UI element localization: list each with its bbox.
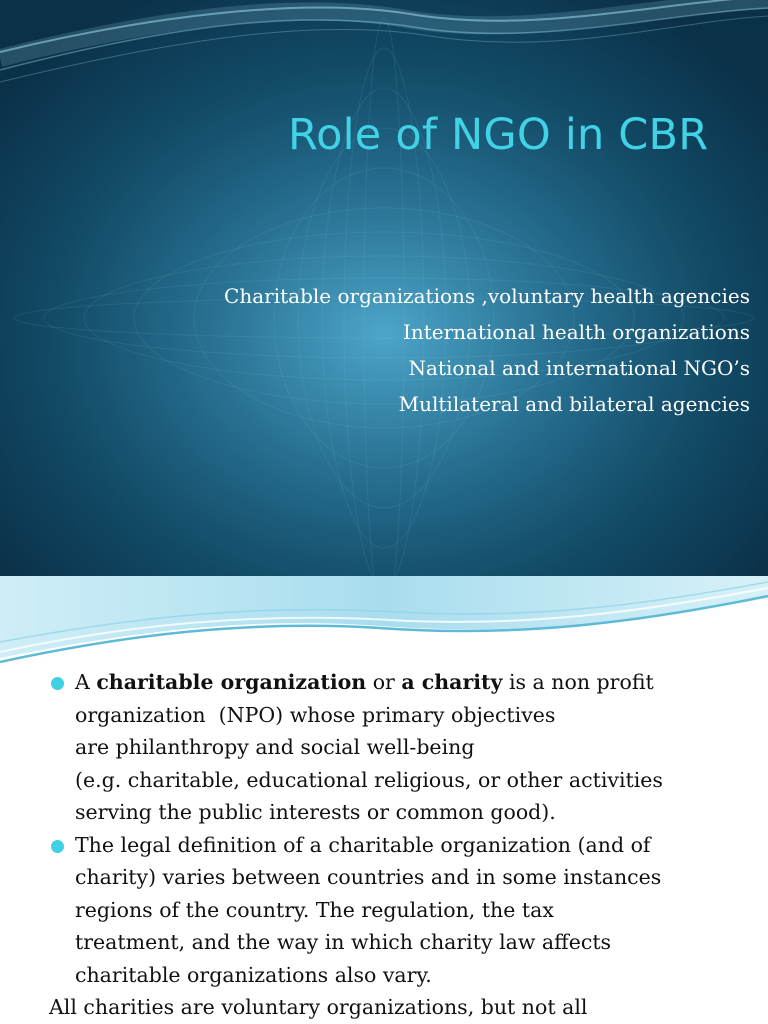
subtitle-line: International health organizations <box>402 320 750 344</box>
text-run: is a non profit <box>502 670 654 694</box>
header-wave-decoration <box>0 576 768 666</box>
slide-title: Role of NGO in CBR <box>288 110 709 160</box>
bullet-dot-icon <box>51 677 64 690</box>
list-item <box>50 666 750 829</box>
bullet-line <box>75 666 750 699</box>
term-a-charity: a charity <box>401 670 503 694</box>
text-run: A <box>75 670 97 694</box>
bullet-dot-icon <box>51 840 64 853</box>
bullet-line: are philanthropy and social well-being <box>75 735 475 759</box>
subtitle-block <box>130 278 750 422</box>
term-charitable-organization: charitable organization <box>96 670 367 694</box>
text-run: or <box>366 670 402 694</box>
bullet-line: organization (NPO) whose primary objectives <box>75 702 556 727</box>
subtitle-line: Charitable organizations ,voluntary health agencies <box>224 284 750 308</box>
bullet-line: The legal definition of a charitable organization (and of <box>75 832 651 857</box>
bullet-line: charitable organizations also vary. <box>75 962 432 987</box>
list-item <box>50 829 750 992</box>
content-slide <box>0 576 768 1024</box>
trailing-paragraph: All charities are voluntary organizations, but not all <box>49 995 588 1019</box>
subtitle-line: National and international NGO’s <box>408 356 750 380</box>
bullet-line: treatment, and the way in which charity law affects <box>75 930 612 954</box>
bullet-list <box>50 666 750 1024</box>
bullet-line: charity) varies between countries and in some instances <box>75 865 662 889</box>
subtitle-line: Multilateral and bilateral agencies <box>398 392 750 416</box>
bullet-line: (e.g. charitable, educational religious, or other activities <box>75 767 663 792</box>
bullet-line: serving the public interests or common good). <box>75 800 556 824</box>
bullet-line: regions of the country. The regulation, the tax <box>75 897 554 922</box>
